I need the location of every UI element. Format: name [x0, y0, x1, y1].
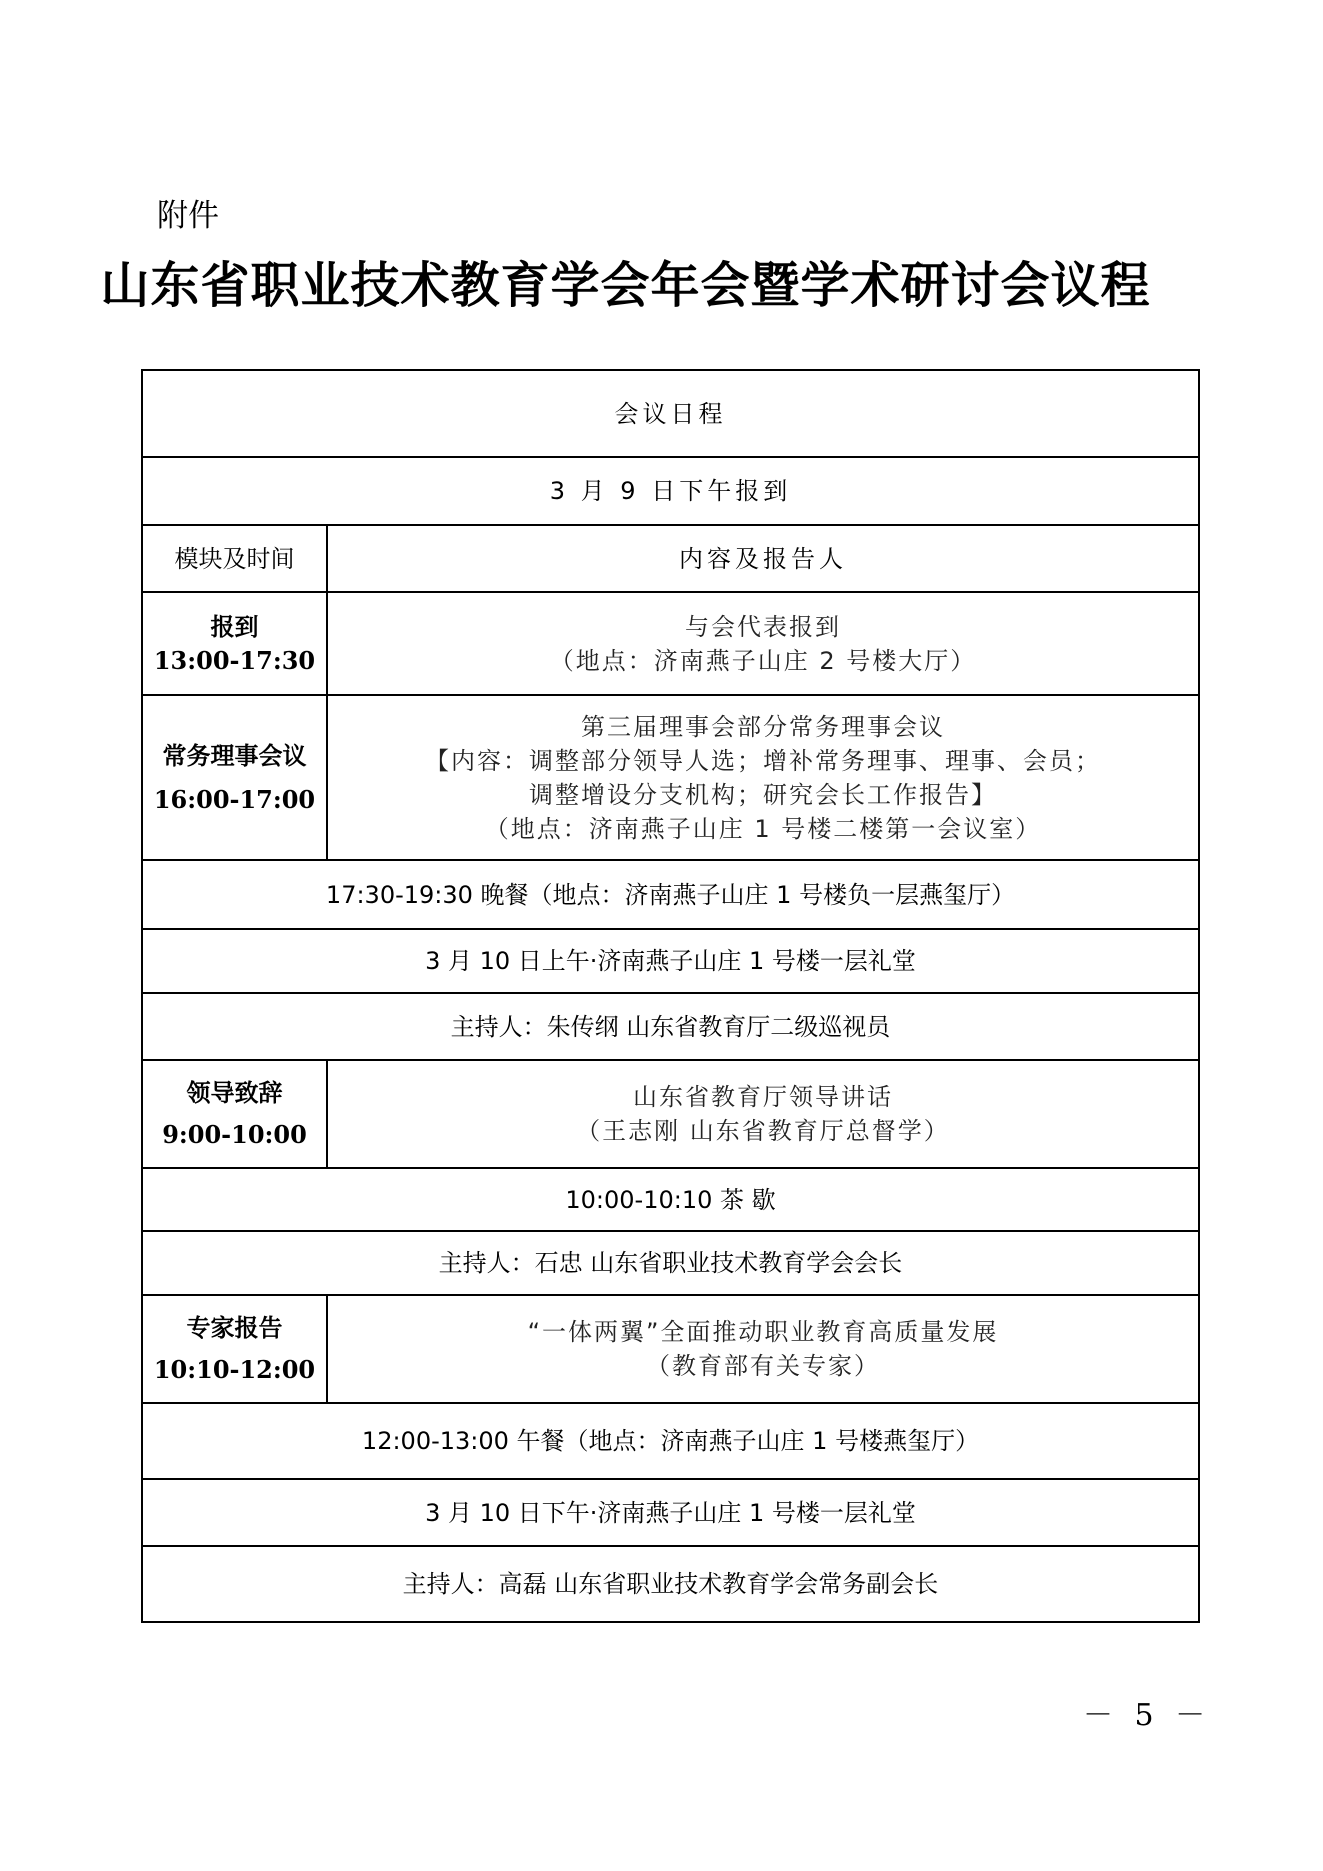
expert-report-module-cell [142, 1295, 327, 1403]
column-header-row [142, 525, 1199, 592]
expert-report-line1: “一体两翼”全面推动职业教育高质量发展 [527, 1318, 999, 1346]
leader-speech-row [142, 1060, 1199, 1168]
column-header-module: 模块及时间 [142, 525, 327, 592]
registration-time: 13:00-17:30 [153, 645, 316, 675]
expert-report-content-cell [327, 1295, 1199, 1403]
day2-pm-cell: 3 月 10 日下午·济南燕子山庄 1 号楼一层礼堂 [142, 1479, 1199, 1546]
board-meeting-row [142, 695, 1199, 860]
host2-row [142, 1231, 1199, 1295]
host3-row [142, 1546, 1199, 1622]
leader-speech-time: 9:00-10:00 [162, 1120, 307, 1149]
tea-break-row [142, 1168, 1199, 1231]
expert-report-line2: （教育部有关专家） [646, 1352, 880, 1380]
document-title-text: 山东省职业技术教育学会年会暨学术研讨会议程 [100, 256, 1151, 314]
tea-break-cell: 10:00-10:10 茶 歇 [142, 1168, 1199, 1231]
leader-speech-module: 领导致辞 [186, 1079, 283, 1107]
host1-cell: 主持人：朱传纲 山东省教育厅二级巡视员 [142, 993, 1199, 1060]
expert-report-time: 10:10-12:00 [153, 1355, 316, 1384]
leader-speech-content-cell [327, 1060, 1199, 1168]
column-header-content: 内容及报告人 [327, 525, 1199, 592]
leader-speech-line2: （王志刚 山东省教育厅总督学） [576, 1117, 950, 1145]
agenda-table [141, 369, 1200, 1623]
attachment-label: 附件 [157, 198, 219, 234]
board-meeting-line4: （地点：济南燕子山庄 1 号楼二楼第一会议室） [484, 814, 1042, 843]
lunch-row [142, 1403, 1199, 1479]
registration-line2: （地点：济南燕子山庄 2 号楼大厅） [549, 646, 977, 675]
leader-speech-line1: 山东省教育厅领导讲话 [633, 1083, 893, 1111]
leader-speech-module-cell [142, 1060, 327, 1168]
day2-pm-row [142, 1479, 1199, 1546]
board-meeting-line3: 调整增设分支机构；研究会长工作报告】 [529, 780, 997, 809]
board-meeting-time: 16:00-17:00 [153, 784, 316, 814]
agenda-heading: 会议日程 [142, 370, 1199, 457]
registration-row [142, 592, 1199, 695]
day2-am-cell: 3 月 10 日上午·济南燕子山庄 1 号楼一层礼堂 [142, 929, 1199, 993]
registration-content-cell [327, 592, 1199, 695]
dinner-cell: 17:30-19:30 晚餐（地点：济南燕子山庄 1 号楼负一层燕玺厅） [142, 860, 1199, 929]
day1-header-row [142, 457, 1199, 525]
board-meeting-line1: 第三届理事会部分常务理事会议 [581, 712, 945, 741]
expert-report-row [142, 1295, 1199, 1403]
document-title [0, 247, 1323, 317]
agenda-heading-row [142, 370, 1199, 457]
page-number: － 5 － [1083, 1698, 1212, 1733]
host2-cell: 主持人：石忠 山东省职业技术教育学会会长 [142, 1231, 1199, 1295]
registration-module: 报到 [210, 612, 259, 641]
registration-line1: 与会代表报到 [685, 612, 841, 641]
board-meeting-line2: 【内容：调整部分领导人选；增补常务理事、理事、会员； [425, 746, 1101, 775]
expert-report-module: 专家报告 [186, 1314, 283, 1342]
lunch-cell: 12:00-13:00 午餐（地点：济南燕子山庄 1 号楼燕玺厅） [142, 1403, 1199, 1479]
board-meeting-module: 常务理事会议 [162, 741, 307, 770]
board-meeting-module-cell [142, 695, 327, 860]
day2-am-row [142, 929, 1199, 993]
registration-module-cell [142, 592, 327, 695]
host1-row [142, 993, 1199, 1060]
board-meeting-content-cell [327, 695, 1199, 860]
dinner-row [142, 860, 1199, 929]
host3-cell: 主持人：高磊 山东省职业技术教育学会常务副会长 [142, 1546, 1199, 1622]
day1-header: 3 月 9 日下午报到 [142, 457, 1199, 525]
